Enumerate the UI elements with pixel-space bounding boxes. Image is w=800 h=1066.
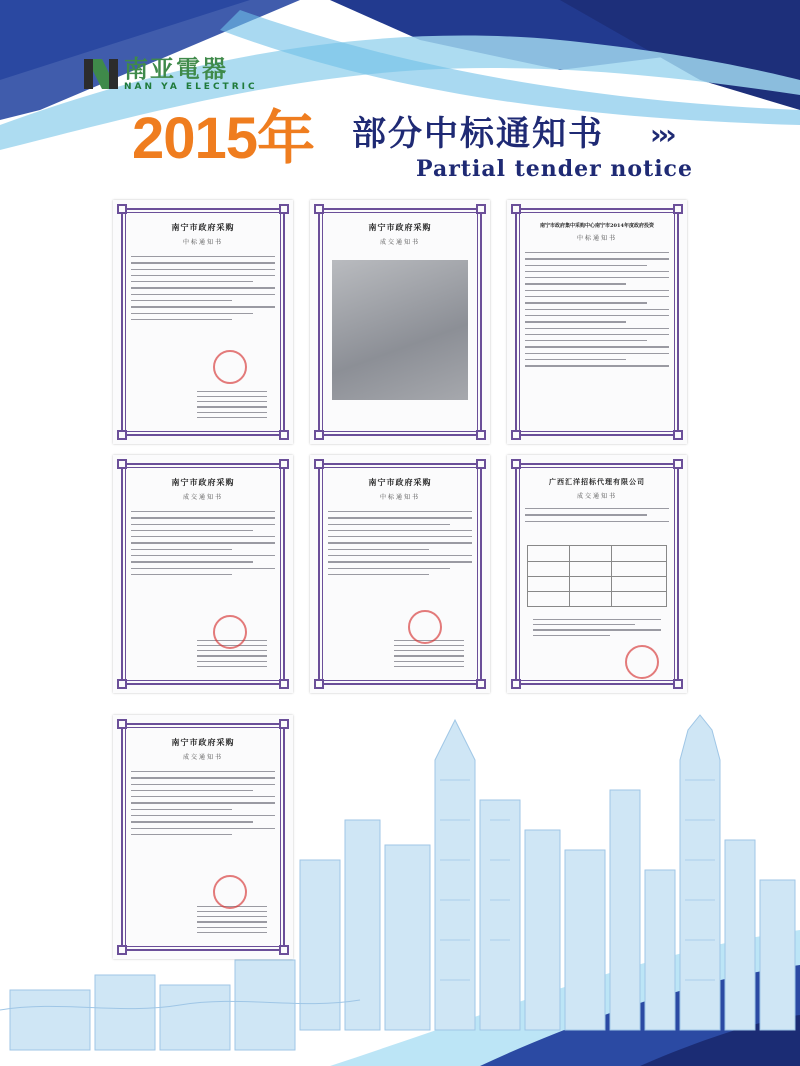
certificate-title: 南宁市政府采购 xyxy=(368,222,432,232)
certificate-subtitle: 成交通知书 xyxy=(182,494,223,501)
certificate-card xyxy=(113,200,293,444)
certificate-card xyxy=(310,455,490,693)
logo-english-name: NAN YA ELECTRIC xyxy=(124,82,258,92)
certificate-subtitle: 中标通知书 xyxy=(576,235,617,242)
certificate-subtitle: 成交通知书 xyxy=(182,754,223,761)
page-subtitle: Partial tender notice xyxy=(416,156,693,182)
official-seal xyxy=(625,645,659,679)
chevron-arrows-icon: ››› xyxy=(650,118,673,151)
document-photo xyxy=(332,260,468,400)
certificate-card xyxy=(113,455,293,693)
certificate-card xyxy=(507,200,687,444)
certificate-subtitle: 成交通知书 xyxy=(379,239,420,246)
certificate-subtitle: 中标通知书 xyxy=(182,239,223,246)
certificate-subtitle: 中标通知书 xyxy=(379,494,420,501)
certificate-card xyxy=(113,715,293,959)
certificate-title: 南宁市政府采购 xyxy=(368,477,432,487)
certificate-card xyxy=(310,200,490,444)
year-heading: 2015年 xyxy=(132,106,315,171)
official-seal xyxy=(213,875,247,909)
certificate-card xyxy=(507,455,687,693)
official-seal xyxy=(408,610,442,644)
certificate-title: 南宁市政府采购 xyxy=(171,477,235,487)
certificate-title: 南宁市政府采购 xyxy=(171,737,235,747)
logo-mark-icon xyxy=(84,59,118,89)
page-title: 部分中标通知书 xyxy=(352,114,604,154)
certificate-title: 南宁市政府采购 xyxy=(171,222,235,232)
official-seal xyxy=(213,615,247,649)
logo-chinese-name: 南亚電器 xyxy=(124,55,228,83)
official-seal xyxy=(213,350,247,384)
certificate-subtitle: 成交通知书 xyxy=(576,493,617,500)
document-table xyxy=(527,545,667,607)
certificate-title: 广西汇洋招标代理有限公司 xyxy=(549,477,645,486)
certificate-title: 南宁市政府集中采购中心南宁市2014年度政府投资 xyxy=(540,223,654,229)
company-logo xyxy=(84,56,258,92)
